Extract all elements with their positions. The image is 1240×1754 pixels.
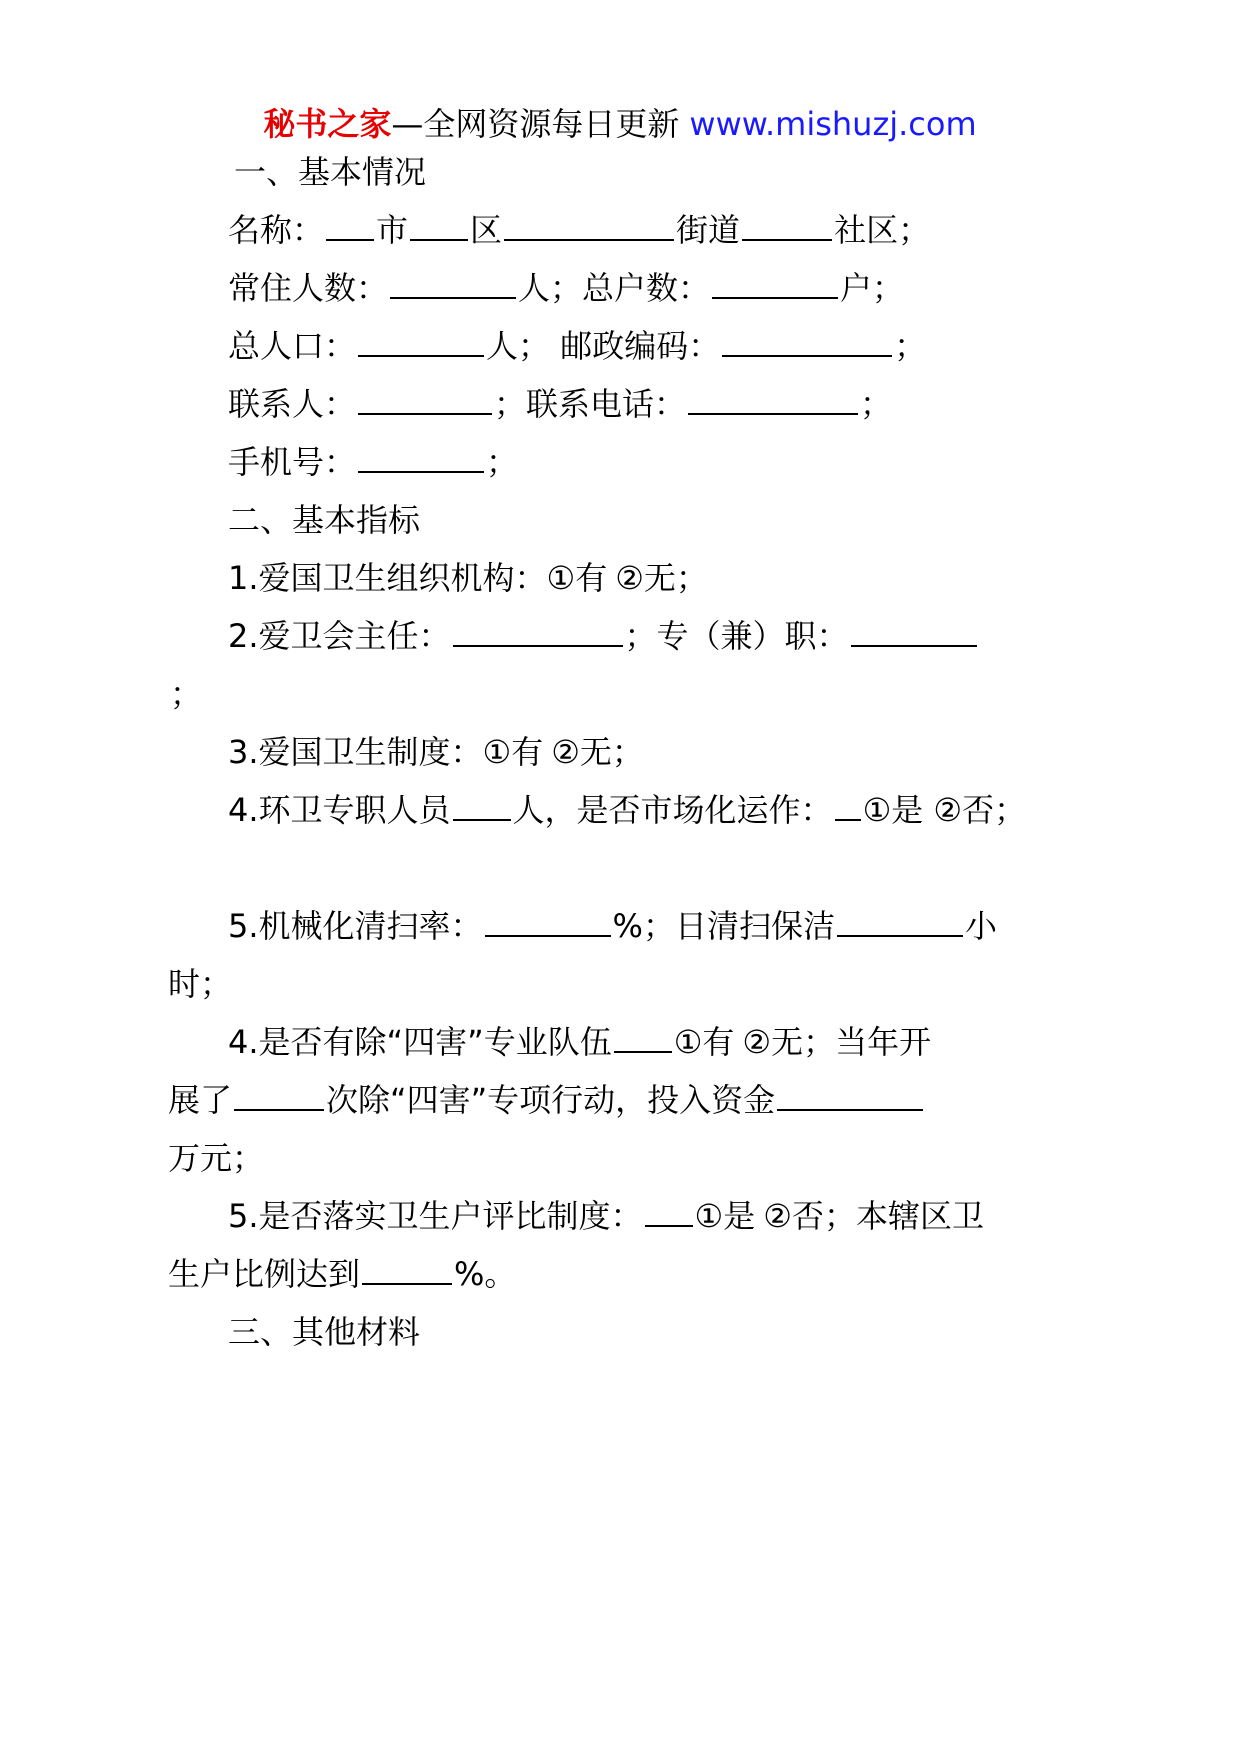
households-unit: 户； bbox=[840, 269, 905, 307]
indicator-2-text: 2.爱卫会主任： bbox=[228, 617, 451, 655]
name-label: 名称： bbox=[228, 211, 325, 249]
indicator-5-end: 时； bbox=[168, 965, 233, 1003]
community-blank[interactable] bbox=[742, 209, 832, 241]
postcode-label: 邮政编码： bbox=[560, 327, 721, 365]
resident-label: 常住人数： bbox=[228, 269, 389, 307]
population-unit: 人； bbox=[486, 327, 551, 365]
contact-blank[interactable] bbox=[358, 383, 492, 415]
clean-hours-blank[interactable] bbox=[837, 905, 963, 937]
hygiene-ratio-unit: %。 bbox=[454, 1255, 517, 1293]
phone-end: ； bbox=[860, 385, 893, 423]
postcode-end: ； bbox=[894, 327, 927, 365]
postcode-blank[interactable] bbox=[722, 325, 892, 357]
hygiene-rating-yes: ①是 bbox=[694, 1197, 756, 1235]
header-slogan: —全网资源每日更新 bbox=[391, 105, 680, 143]
contact-label: 联系人： bbox=[228, 385, 357, 423]
pest-team-yes: ①有 bbox=[673, 1023, 735, 1061]
indicator-5-text: 5.机械化清扫率： bbox=[228, 907, 483, 945]
indicator-4-options: ①是 ②否； bbox=[862, 791, 1027, 829]
indicator-3 bbox=[228, 730, 644, 774]
section-other-materials: 三、其他材料 bbox=[228, 1313, 421, 1351]
pest-team-text: 4.是否有除“四害”专业队伍 bbox=[228, 1023, 612, 1061]
population-line bbox=[228, 324, 926, 368]
hygiene-rating-no: ②否；本辖区卫 bbox=[763, 1197, 984, 1235]
indicator-5 bbox=[228, 904, 997, 948]
population-label: 总人口： bbox=[228, 327, 357, 365]
mech-rate-blank[interactable] bbox=[485, 905, 611, 937]
pest-action-blank[interactable] bbox=[234, 1079, 324, 1111]
indicator-5-unit: 小 bbox=[964, 907, 997, 945]
hygiene-rating-blank[interactable] bbox=[645, 1195, 693, 1227]
mobile-end: ； bbox=[486, 443, 519, 481]
households-label: 总户数： bbox=[582, 269, 711, 307]
resident-line bbox=[228, 266, 904, 310]
part-time-blank[interactable] bbox=[851, 615, 977, 647]
indicator-5-mid: %；日清扫保洁 bbox=[612, 907, 835, 945]
pest-team-no: ②无；当年开 bbox=[742, 1023, 932, 1061]
indicator-3-text: 3.爱国卫生制度：①有 bbox=[228, 733, 544, 771]
hygiene-rating bbox=[228, 1194, 984, 1238]
hygiene-ratio-blank[interactable] bbox=[362, 1253, 452, 1285]
indicator-2-mid: ；专（兼）职： bbox=[624, 617, 849, 655]
director-blank[interactable] bbox=[453, 615, 623, 647]
hygiene-ratio-text: 生户比例达到 bbox=[168, 1255, 361, 1293]
community-label: 社区； bbox=[834, 211, 931, 249]
phone-blank[interactable] bbox=[688, 383, 858, 415]
contact-line bbox=[228, 382, 892, 426]
market-blank[interactable] bbox=[835, 789, 861, 821]
indicator-4-text: 4.环卫专职人员 bbox=[228, 791, 451, 829]
households-blank[interactable] bbox=[712, 267, 838, 299]
pest-action-mid: 次除“四害”专项行动，投入资金 bbox=[326, 1081, 776, 1119]
phone-label: ；联系电话： bbox=[494, 385, 687, 423]
population-blank[interactable] bbox=[358, 325, 484, 357]
indicator-1 bbox=[228, 556, 708, 600]
district-label: 区 bbox=[470, 211, 503, 249]
indicator-3-no: ②无； bbox=[551, 733, 644, 771]
pest-team-blank[interactable] bbox=[614, 1021, 672, 1053]
sanitation-staff-blank[interactable] bbox=[453, 789, 511, 821]
indicator-4 bbox=[228, 788, 1026, 832]
section-indicators: 二、基本指标 bbox=[228, 501, 421, 539]
name-line bbox=[228, 208, 930, 252]
indicator-2-end: ； bbox=[170, 675, 203, 713]
mobile-label: 手机号： bbox=[228, 443, 357, 481]
pest-team bbox=[228, 1020, 931, 1064]
indicator-4-mid: 人，是否市场化运作： bbox=[512, 791, 833, 829]
funding-blank[interactable] bbox=[777, 1079, 923, 1111]
site-url[interactable]: www.mishuzj.com bbox=[689, 105, 977, 143]
pest-action-text: 展了 bbox=[168, 1081, 233, 1119]
indicator-1-no: ②无； bbox=[615, 559, 708, 597]
hygiene-rating-text: 5.是否落实卫生户评比制度： bbox=[228, 1197, 643, 1235]
street-blank[interactable] bbox=[504, 209, 674, 241]
indicator-2 bbox=[228, 614, 979, 658]
resident-blank[interactable] bbox=[390, 267, 516, 299]
mobile-line bbox=[228, 440, 518, 484]
section-basic-info: 一、基本情况 bbox=[234, 153, 427, 191]
indicator-1-text: 1.爱国卫生组织机构：①有 bbox=[228, 559, 608, 597]
brand-name: 秘书之家 bbox=[263, 105, 392, 143]
district-blank[interactable] bbox=[410, 209, 468, 241]
person-unit: 人； bbox=[518, 269, 583, 307]
street-label: 街道 bbox=[676, 211, 741, 249]
mobile-blank[interactable] bbox=[358, 441, 484, 473]
pest-action bbox=[168, 1078, 925, 1122]
hygiene-ratio bbox=[168, 1252, 516, 1296]
page-header bbox=[0, 102, 1240, 146]
city-blank[interactable] bbox=[326, 209, 374, 241]
city-label: 市 bbox=[376, 211, 409, 249]
funding-unit: 万元； bbox=[168, 1139, 265, 1177]
